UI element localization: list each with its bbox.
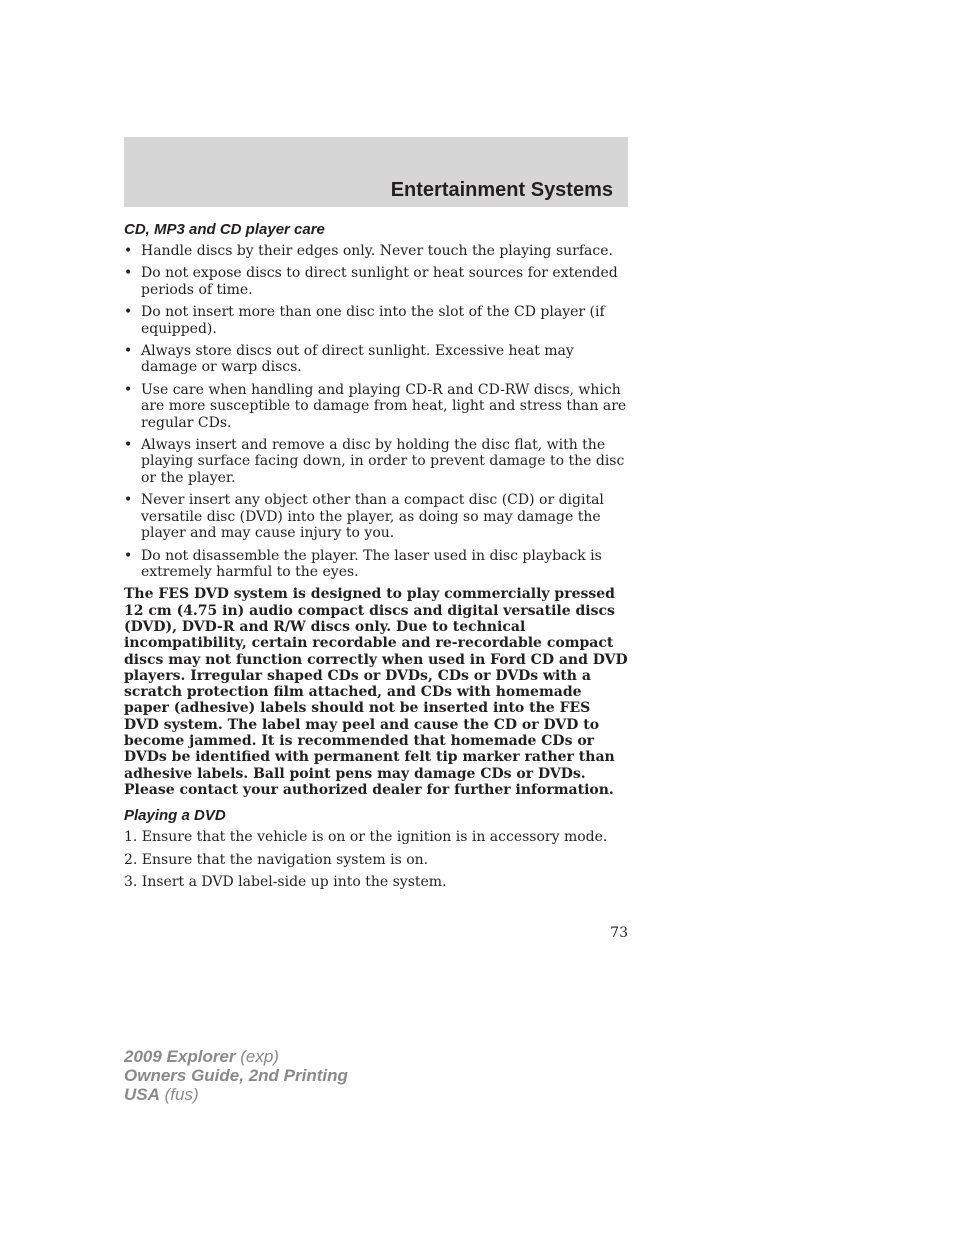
footer-line-2: Owners Guide, 2nd Printing	[124, 1066, 348, 1085]
bullet-icon: •	[124, 492, 133, 509]
list-item: • Do not disassemble the player. The laser used in disc playback is extremely harmful to the eyes.	[124, 547, 602, 580]
footer-line-3: USA (fus)	[124, 1085, 199, 1104]
list-item: 3. Insert a DVD label-side up into the system.	[124, 873, 447, 890]
playing-dvd-heading: Playing a DVD	[124, 807, 226, 825]
list-item: 1. Ensure that the vehicle is on or the ignition is in accessory mode.	[124, 829, 608, 846]
document-footer	[124, 1047, 348, 1104]
page-content	[124, 220, 630, 896]
playing-dvd-steps	[124, 829, 630, 890]
list-item: • Handle discs by their edges only. Never touch the playing surface.	[124, 243, 613, 259]
bullet-icon: •	[124, 265, 133, 282]
list-item: • Always insert and remove a disc by holding the disc flat, with the playing surface facing down, in order to prevent damage to the disc or the player.	[124, 437, 625, 486]
section-title: Entertainment Systems	[390, 179, 613, 201]
footer-line-1: 2009 Explorer (exp)	[124, 1047, 279, 1066]
list-item: • Do not expose discs to direct sunlight or heat sources for extended periods of time.	[124, 265, 618, 298]
cd-care-list	[124, 243, 630, 580]
bullet-icon: •	[124, 437, 133, 454]
list-item: • Never insert any object other than a compact disc (CD) or digital versatile disc (DVD) into the player, as doing so may damage the player and may cause injury to you.	[124, 492, 604, 542]
bullet-icon: •	[124, 547, 133, 564]
bullet-icon: •	[124, 381, 133, 398]
bullet-icon: •	[124, 243, 133, 259]
dvd-compatibility-warning: The FES DVD system is designed to play commercially pressed 12 cm (4.75 in) audio compact discs and digital versatile discs (DVD), DVD-R and R/W discs only. Due to technical incompatibility, certain recordable and re-recordable compact discs may not function correctly when used in Ford CD and DVD players. Irregular shaped CDs or DVDs, CDs or DVDs with a scratch protection film attached, and CDs with homemade paper (adhesive) labels should not be inserted into the FES DVD system. The label may peel and cause the CD or DVD to become jammed. It is recommended that homemade CDs or DVDs be identified with permanent felt tip marker rather than adhesive labels. Ball point pens may damage CDs or DVDs. Please contact your authorized dealer for further information.	[124, 586, 628, 798]
bullet-icon: •	[124, 304, 133, 321]
list-item: • Use care when handling and playing CD-R and CD-RW discs, which are more susceptible to damage from heat, light and stress than are regular CDs.	[124, 381, 627, 431]
list-item: • Always store discs out of direct sunlight. Excessive heat may damage or warp discs.	[124, 343, 574, 376]
list-item: 2. Ensure that the navigation system is on.	[124, 851, 429, 868]
cd-care-heading: CD, MP3 and CD player care	[124, 221, 325, 238]
section-header-band	[124, 137, 628, 207]
list-item: • Do not insert more than one disc into the slot of the CD player (if equipped).	[124, 304, 605, 337]
bullet-icon: •	[124, 343, 133, 360]
page-number: 73	[610, 925, 628, 941]
